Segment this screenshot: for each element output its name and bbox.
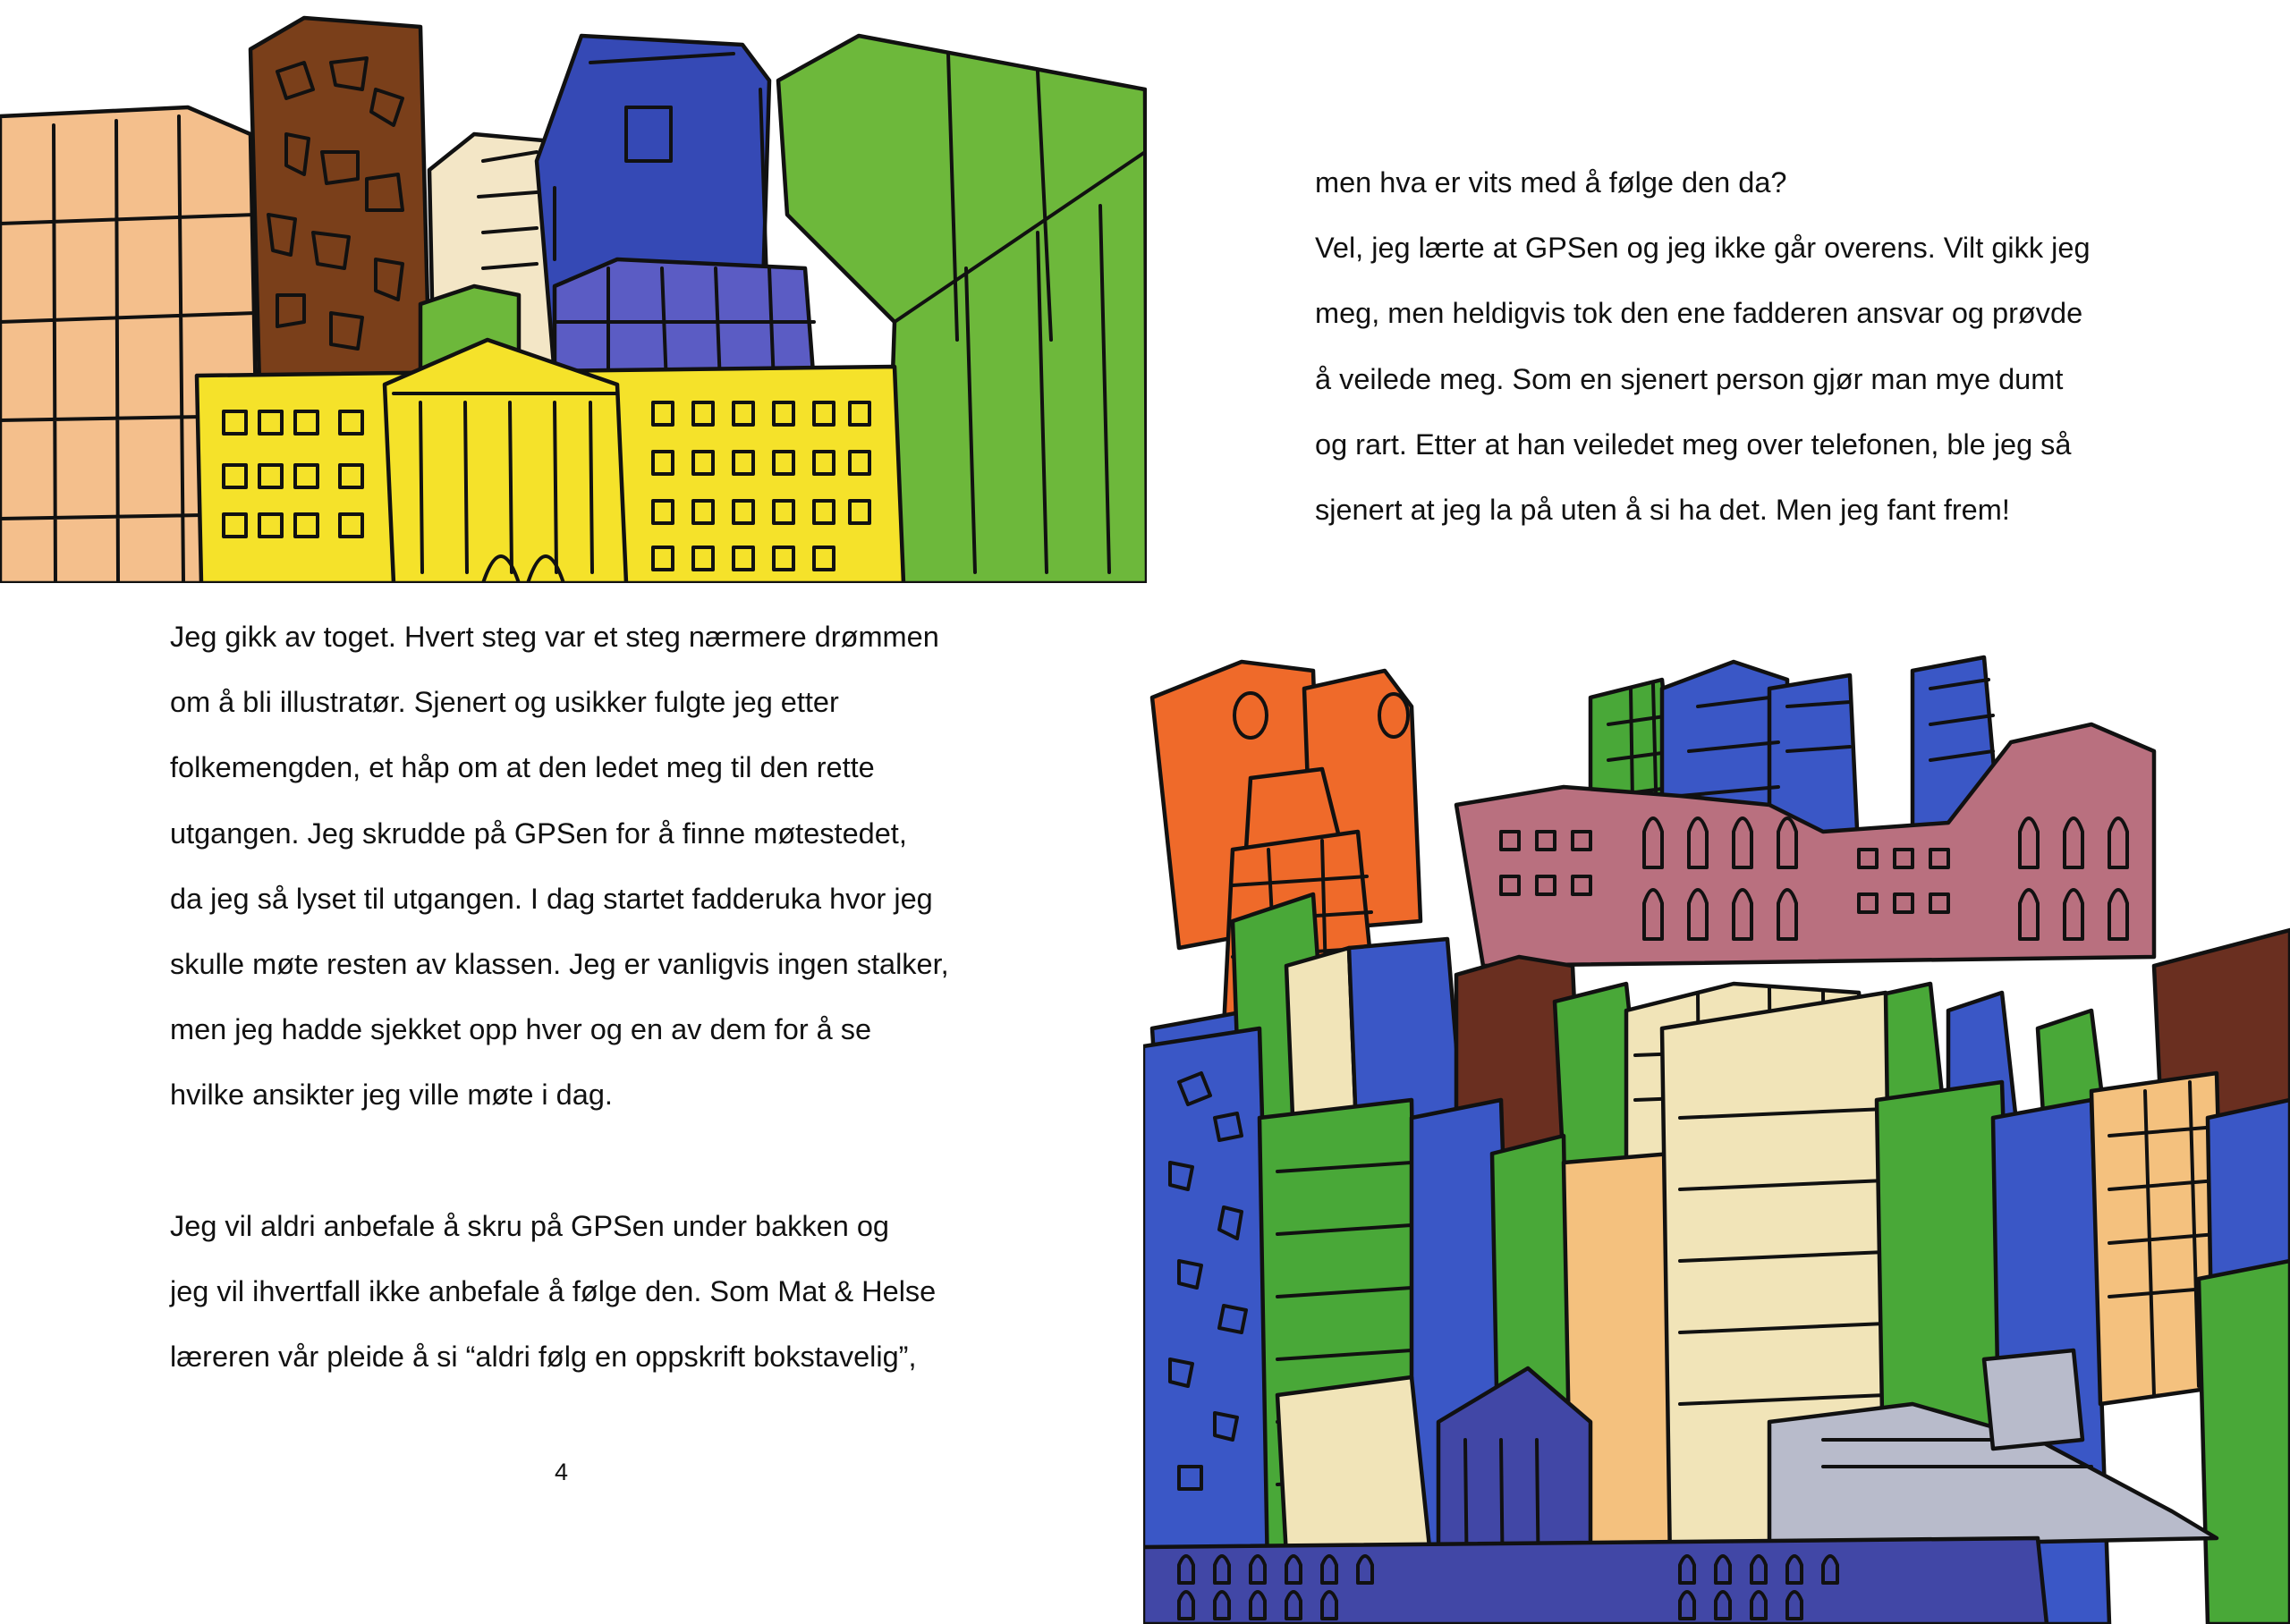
paragraph-2-line: læreren vår pleide å si “aldri følg en oppskrift bokstavelig”,: [170, 1341, 917, 1374]
paragraph-1-line: utgangen. Jeg skrudde på GPSen for å finne møtestedet,: [170, 816, 907, 850]
paragraph-1-line: folkemengden, et håp om at den ledet meg til den rette: [170, 751, 875, 784]
right-page-text: [1315, 150, 2091, 543]
paragraph-1-line: Jeg gikk av toget. Hvert steg var et steg nærmere drømmen: [170, 621, 939, 653]
right-line: meg, men heldigvis tok den ene fadderen ansvar og prøvde: [1315, 297, 2083, 330]
paragraph-2-line: jeg vil ihvertfall ikke anbefale å følge den. Som Mat & Helse: [170, 1274, 937, 1307]
paragraph-1-line: men jeg hadde sjekket opp hver og en av dem for å se: [170, 1013, 872, 1046]
paragraph-1-line: da jeg så lyset til utgangen. I dag startet fadderuka hvor jeg: [170, 882, 933, 915]
page-number: 4: [555, 1459, 569, 1485]
paragraph-1-line: skulle møte resten av klassen. Jeg er vanligvis ingen stalker,: [170, 948, 949, 981]
city-skyline-illustration: [1143, 653, 2290, 1624]
right-line: Vel, jeg lærte at GPSen og jeg ikke går overens. Vilt gikk jeg: [1315, 232, 2091, 265]
paragraph-gap: [170, 1129, 949, 1194]
bottom-city-illustration: [1143, 653, 2290, 1624]
right-line: sjenert at jeg la på uten å si ha det. Men jeg fant frem!: [1315, 494, 2010, 527]
paragraph-1-line: om å bli illustratør. Sjenert og usikker fulgte jeg etter: [170, 686, 839, 719]
right-line: å veilede meg. Som en sjenert person gjør man mye dumt: [1315, 362, 2064, 395]
paragraph-1-line: hvilke ansikter jeg ville møte i dag.: [170, 1078, 613, 1112]
right-line: og rart. Etter at han veiledet meg over telefonen, ble jeg så: [1315, 427, 2072, 461]
right-line: men hva er vits med å følge den da?: [1315, 166, 1787, 199]
top-city-illustration: [0, 0, 1147, 583]
city-skyline-illustration: [0, 0, 1147, 583]
left-page-text: [170, 605, 949, 1390]
paragraph-2-line: Jeg vil aldri anbefale å skru på GPSen under bakken og: [170, 1209, 889, 1242]
